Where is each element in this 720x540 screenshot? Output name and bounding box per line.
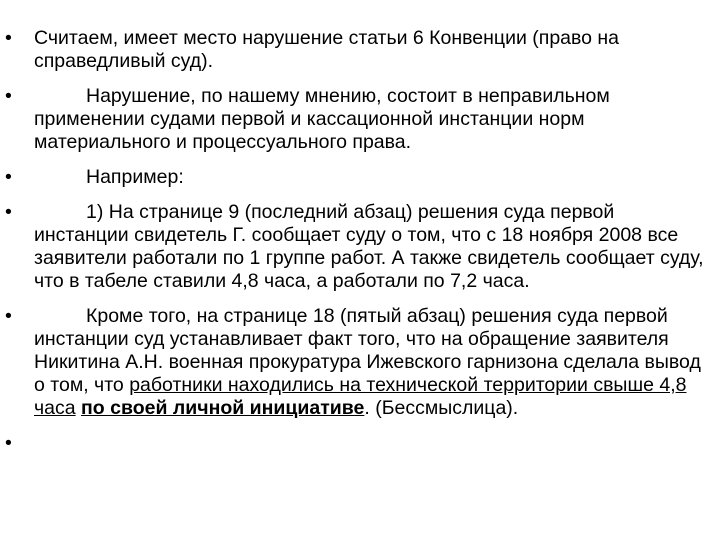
bullet-text-plain: Кроме того, на странице 18 (пятый абзац) решения суда первой инстанции суд устанавливает факт того, что на обращение заявителя Никитина А.Н. военная прокуратура Ижевского гарнизона сделала вывод о том, что: [34, 305, 701, 396]
bold-underlined-phrase: по своей личной инициативе: [81, 397, 365, 419]
bullet-item-5: [4, 305, 710, 420]
bullet-marker: •: [5, 201, 12, 223]
bullet-text: Например:: [86, 166, 184, 188]
bullet-text-tail: . (Бессмыслица).: [364, 397, 519, 419]
bullet-text: Нарушение, по нашему мнению, состоит в неправильном применении судами первой и кассационной инстанции норм материального и процессуального права.: [34, 85, 610, 153]
bullet-item-4: [4, 201, 710, 293]
bullet-marker: •: [5, 27, 12, 49]
bullet-marker: •: [5, 85, 12, 107]
bullet-text: 1) На странице 9 (последний абзац) решения суда первой инстанции свидетель Г. сообщает суду о том, что с 18 ноября 2008 все заявители работали по 1 группе работ. А также свидетель сообщает суду, что в табеле ставили 4,8 часа, а работали по 7,2 часа.: [34, 201, 704, 292]
bullet-marker: •: [5, 305, 12, 327]
bullet-text: Считаем, имеет место нарушение статьи 6 Конвенции (право на справедливый суд).: [34, 27, 620, 72]
bullet-list: [4, 27, 710, 454]
underlined-phrase: работники находились на технической территории свыше 4,8 часа: [34, 374, 687, 419]
bullet-marker: •: [5, 166, 12, 188]
bullet-item-1: [4, 27, 710, 73]
bullet-marker: •: [5, 432, 12, 454]
bullet-item-3: [4, 166, 710, 189]
bullet-item-2: [4, 85, 710, 154]
